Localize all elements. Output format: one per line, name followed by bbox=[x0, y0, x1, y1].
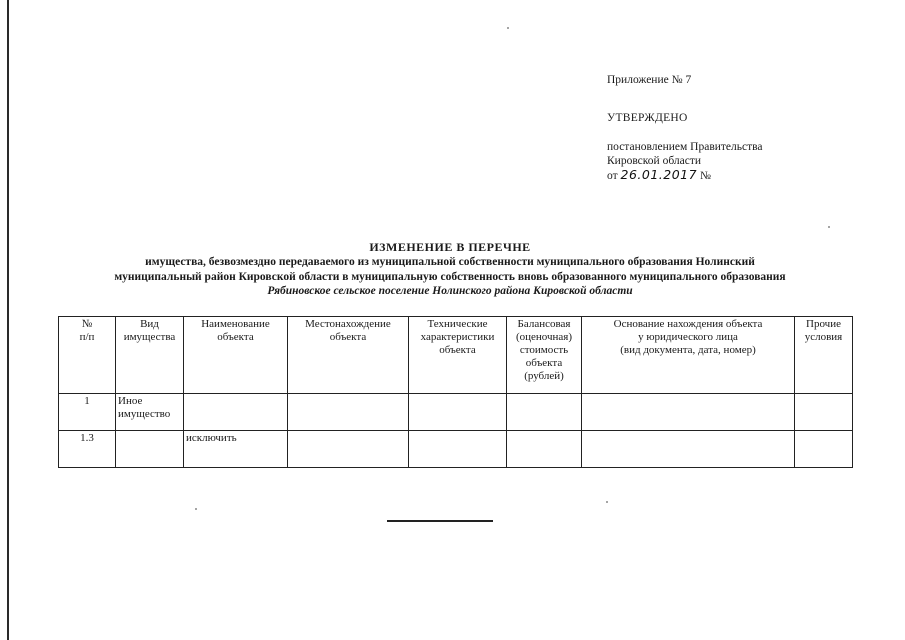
table-row bbox=[59, 394, 853, 431]
cell-other-terms bbox=[795, 394, 853, 431]
header-object-name: Наименование объекта bbox=[184, 317, 288, 394]
document-subtitle bbox=[100, 255, 800, 299]
cell-property-type: Иное имущество bbox=[116, 394, 184, 431]
subtitle-municipality: Рябиновское сельское поселение Нолинского района Кировской области bbox=[267, 285, 633, 297]
decree-line-1: постановлением Правительства bbox=[607, 141, 763, 153]
cell-object-name: исключить bbox=[184, 431, 288, 468]
cell-location bbox=[288, 394, 409, 431]
decree-line-2: Кировской области bbox=[607, 155, 702, 167]
decree-reference bbox=[607, 140, 807, 183]
header-characteristics: Технические характеристики объекта bbox=[409, 317, 507, 394]
cell-object-name bbox=[184, 394, 288, 431]
header-location: Местонахождение объекта bbox=[288, 317, 409, 394]
scan-edge-line bbox=[7, 0, 9, 640]
closing-divider bbox=[387, 520, 493, 522]
number-sign: № bbox=[699, 170, 711, 182]
scan-speck bbox=[195, 508, 197, 510]
cell-balance-value bbox=[507, 394, 582, 431]
cell-characteristics bbox=[409, 394, 507, 431]
header-basis: Основание нахождения объекта у юридического лица (вид документа, дата, номер) bbox=[582, 317, 795, 394]
header-number: № п/п bbox=[59, 317, 116, 394]
header-balance-value: Балансовая (оценочная) стоимость объекта (рублей) bbox=[507, 317, 582, 394]
scan-speck bbox=[507, 27, 509, 29]
scan-speck bbox=[606, 501, 608, 503]
cell-other-terms bbox=[795, 431, 853, 468]
document-heading bbox=[100, 240, 800, 299]
appendix-label: Приложение № 7 bbox=[607, 74, 692, 86]
handwritten-date: 26.01.2017 bbox=[620, 167, 698, 182]
header-property-type: Вид имущества bbox=[116, 317, 184, 394]
approved-stamp-text: УТВЕРЖДЕНО bbox=[607, 112, 688, 124]
cell-characteristics bbox=[409, 431, 507, 468]
cell-number: 1 bbox=[59, 394, 116, 431]
cell-property-type bbox=[116, 431, 184, 468]
document-title: ИЗМЕНЕНИЕ В ПЕРЕЧНЕ bbox=[369, 240, 531, 254]
scan-speck bbox=[828, 226, 830, 228]
table-header-row bbox=[59, 317, 853, 394]
cell-basis bbox=[582, 431, 795, 468]
cell-basis bbox=[582, 394, 795, 431]
cell-balance-value bbox=[507, 431, 582, 468]
changes-table bbox=[58, 316, 853, 468]
cell-location bbox=[288, 431, 409, 468]
date-prefix: от bbox=[607, 170, 618, 182]
decree-date-line bbox=[607, 168, 807, 183]
subtitle-text: имущества, безвозмездно передаваемого из муниципальной собственности муниципального образования Нолинский муниципальный район Кировской области в муниципальную собственность вновь образованного муниципального образования bbox=[114, 256, 786, 283]
header-other-terms: Прочие условия bbox=[795, 317, 853, 394]
table-row bbox=[59, 431, 853, 468]
cell-number: 1.3 bbox=[59, 431, 116, 468]
